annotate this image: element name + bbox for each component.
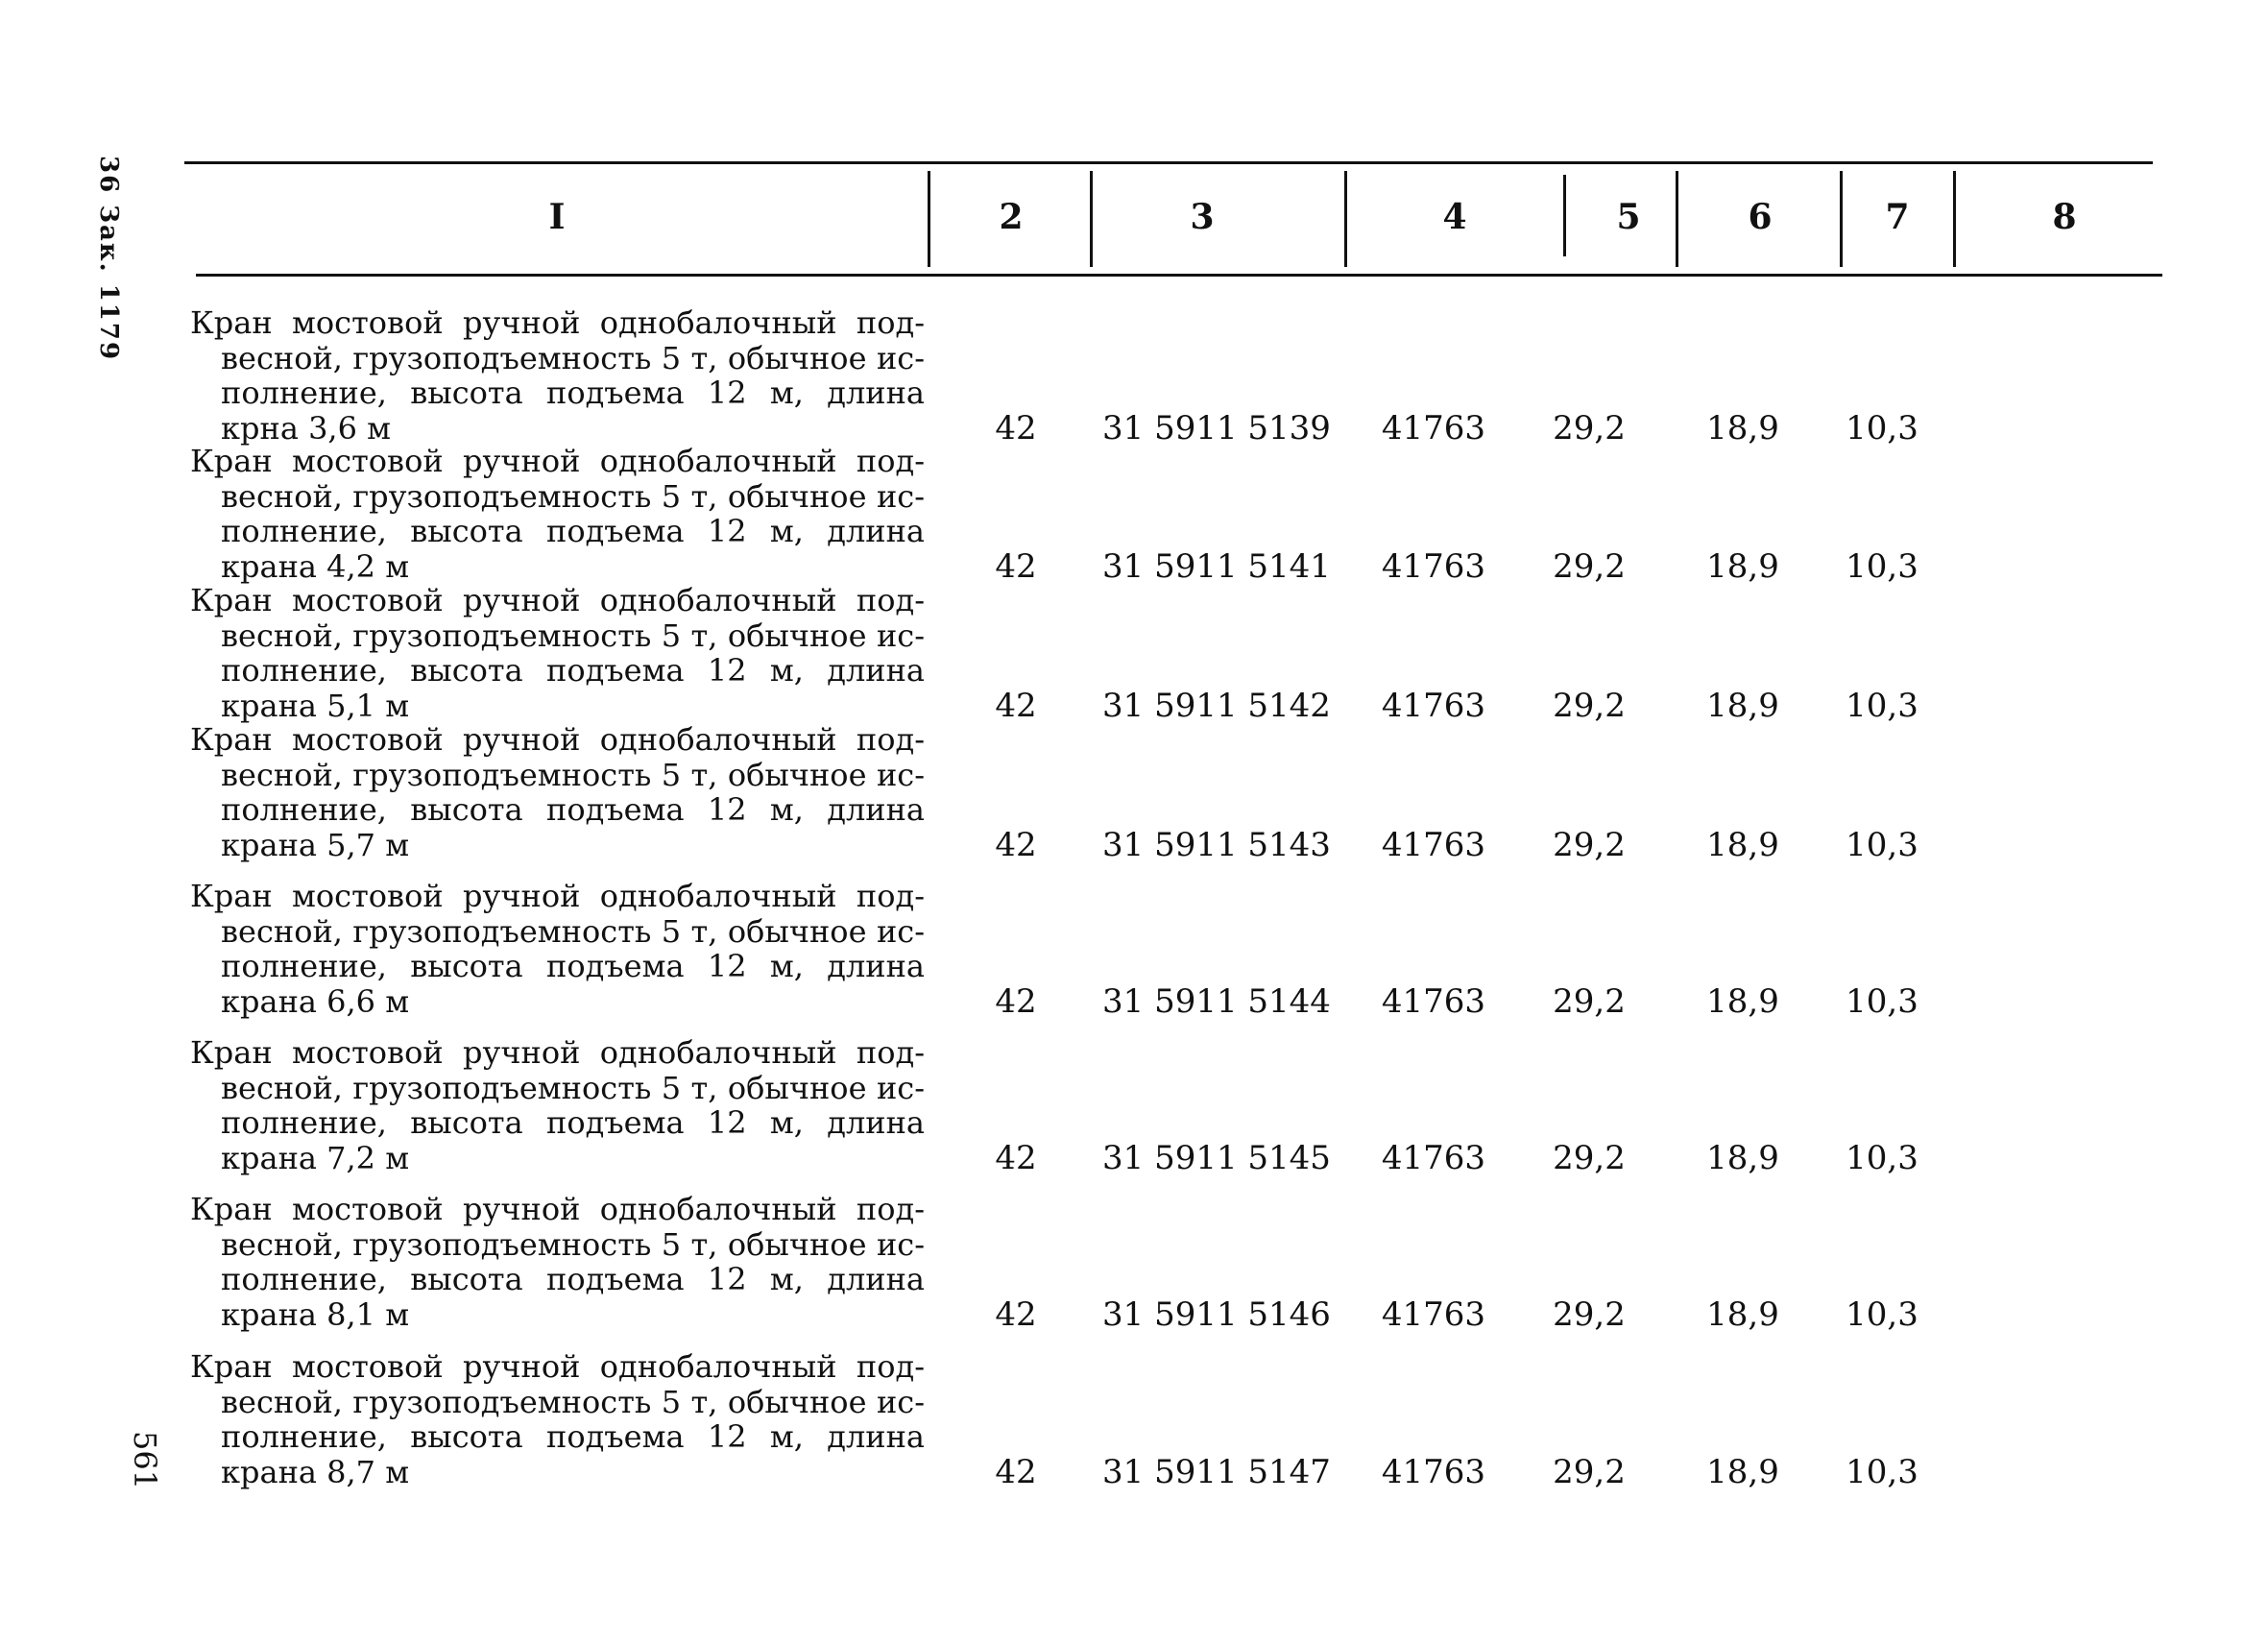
- cell-col-4: 41763: [1381, 982, 1486, 1021]
- cell-col-3: 31 5911 5139: [1102, 409, 1331, 448]
- column-divider: [928, 171, 930, 267]
- column-header-8: 8: [2052, 197, 2077, 237]
- cell-col-6: 18,9: [1706, 1295, 1779, 1334]
- description-line: полнение, высота подъема 12 м, длина: [221, 513, 925, 549]
- cell-col-6: 18,9: [1706, 982, 1779, 1021]
- table-row: [0, 1035, 2268, 1175]
- cell-col-5: 29,2: [1553, 1139, 1626, 1177]
- table-row: [0, 1192, 2268, 1332]
- column-header-4: 4: [1442, 197, 1467, 237]
- table-row: [0, 583, 2268, 723]
- description-line: крана 8,1 м: [221, 1295, 410, 1333]
- item-description: [190, 879, 925, 1019]
- cell-col-2: 42: [995, 1295, 1037, 1334]
- description-line: полнение, высота подъема 12 м, длина: [221, 1104, 925, 1141]
- description-line: полнение, высота подъема 12 м, длина: [221, 375, 925, 411]
- item-description: [190, 722, 925, 862]
- table-top-rule: [184, 161, 2153, 164]
- column-header-7: 7: [1885, 197, 1910, 237]
- header-bottom-rule: [196, 274, 2162, 277]
- table-row: [0, 305, 2268, 446]
- description-line: полнение, высота подъема 12 м, длина: [221, 791, 925, 828]
- cell-col-3: 31 5911 5144: [1102, 982, 1331, 1021]
- cell-col-4: 41763: [1381, 409, 1486, 448]
- cell-col-3: 31 5911 5143: [1102, 826, 1331, 864]
- table-row: [0, 444, 2268, 584]
- description-line: полнение, высота подъема 12 м, длина: [221, 1418, 925, 1455]
- item-description: [190, 1035, 925, 1175]
- cell-col-7: 10,3: [1846, 687, 1918, 725]
- description-line: весной, грузоподъемность 5 т, обычное ис-: [221, 477, 925, 515]
- cell-col-4: 41763: [1381, 1139, 1486, 1177]
- cell-col-5: 29,2: [1553, 409, 1626, 448]
- description-line: крана 5,1 м: [221, 687, 410, 724]
- description-line: весной, грузоподъемность 5 т, обычное ис-: [221, 1225, 925, 1263]
- item-description: [190, 444, 925, 584]
- description-line: Кран мостовой ручной однобалочный под-: [190, 721, 925, 758]
- cell-col-5: 29,2: [1553, 547, 1626, 586]
- item-description: [190, 583, 925, 723]
- cell-col-7: 10,3: [1846, 826, 1918, 864]
- cell-col-7: 10,3: [1846, 409, 1918, 448]
- cell-col-5: 29,2: [1553, 982, 1626, 1021]
- cell-col-7: 10,3: [1846, 547, 1918, 586]
- cell-col-5: 29,2: [1553, 1295, 1626, 1334]
- cell-col-2: 42: [995, 982, 1037, 1021]
- description-line: крана 7,2 м: [221, 1139, 410, 1176]
- cell-col-7: 10,3: [1846, 1139, 1918, 1177]
- cell-col-6: 18,9: [1706, 547, 1779, 586]
- table-row: [0, 879, 2268, 1019]
- description-line: Кран мостовой ручной однобалочный под-: [190, 878, 925, 914]
- cell-col-3: 31 5911 5145: [1102, 1139, 1331, 1177]
- cell-col-3: 31 5911 5146: [1102, 1295, 1331, 1334]
- cell-col-7: 10,3: [1846, 1295, 1918, 1334]
- cell-col-3: 31 5911 5141: [1102, 547, 1331, 586]
- description-line: Кран мостовой ручной однобалочный под-: [190, 582, 925, 618]
- cell-col-2: 42: [995, 409, 1037, 448]
- cell-col-5: 29,2: [1553, 826, 1626, 864]
- description-line: крана 4,2 м: [221, 547, 410, 585]
- cell-col-4: 41763: [1381, 687, 1486, 725]
- description-line: весной, грузоподъемность 5 т, обычное ис-: [221, 756, 925, 793]
- cell-col-7: 10,3: [1846, 982, 1918, 1021]
- cell-col-3: 31 5911 5147: [1102, 1453, 1331, 1491]
- description-line: Кран мостовой ручной однобалочный под-: [190, 1034, 925, 1071]
- column-header-1: I: [548, 197, 566, 237]
- cell-col-2: 42: [995, 1453, 1037, 1491]
- column-divider: [1563, 175, 1566, 256]
- cell-col-4: 41763: [1381, 1295, 1486, 1334]
- cell-col-4: 41763: [1381, 826, 1486, 864]
- description-line: полнение, высота подъема 12 м, длина: [221, 1261, 925, 1297]
- cell-col-4: 41763: [1381, 547, 1486, 586]
- description-line: Кран мостовой ручной однобалочный под-: [190, 1348, 925, 1385]
- column-header-6: 6: [1748, 197, 1773, 237]
- cell-col-6: 18,9: [1706, 409, 1779, 448]
- cell-col-6: 18,9: [1706, 687, 1779, 725]
- page-number: 561: [127, 1431, 163, 1490]
- description-line: Кран мостовой ручной однобалочный под-: [190, 443, 925, 479]
- cell-col-5: 29,2: [1553, 687, 1626, 725]
- cell-col-2: 42: [995, 1139, 1037, 1177]
- cell-col-2: 42: [995, 547, 1037, 586]
- column-header-5: 5: [1616, 197, 1641, 237]
- description-line: полнение, высота подъема 12 м, длина: [221, 652, 925, 689]
- cell-col-4: 41763: [1381, 1453, 1486, 1491]
- description-line: крна 3,6 м: [221, 409, 392, 447]
- cell-col-6: 18,9: [1706, 1453, 1779, 1491]
- column-header-3: 3: [1190, 197, 1215, 237]
- description-line: крана 8,7 м: [221, 1453, 410, 1490]
- cell-col-6: 18,9: [1706, 826, 1779, 864]
- column-header-2: 2: [999, 197, 1024, 237]
- cell-col-2: 42: [995, 826, 1037, 864]
- cell-col-6: 18,9: [1706, 1139, 1779, 1177]
- description-line: крана 5,7 м: [221, 826, 410, 863]
- column-divider: [1090, 171, 1093, 267]
- cell-col-3: 31 5911 5142: [1102, 687, 1331, 725]
- margin-note: 36 Зак. 1179: [94, 156, 123, 362]
- description-line: крана 6,6 м: [221, 982, 410, 1020]
- table-row: [0, 1349, 2268, 1489]
- cell-col-2: 42: [995, 687, 1037, 725]
- description-line: весной, грузоподъемность 5 т, обычное ис-: [221, 1069, 925, 1106]
- column-divider: [1344, 171, 1347, 267]
- description-line: полнение, высота подъема 12 м, длина: [221, 948, 925, 984]
- description-line: Кран мостовой ручной однобалочный под-: [190, 1191, 925, 1227]
- item-description: [190, 305, 925, 446]
- cell-col-7: 10,3: [1846, 1453, 1918, 1491]
- description-line: весной, грузоподъемность 5 т, обычное ис-: [221, 617, 925, 654]
- description-line: весной, грузоподъемность 5 т, обычное ис-: [221, 912, 925, 950]
- description-line: весной, грузоподъемность 5 т, обычное ис-: [221, 1383, 925, 1420]
- item-description: [190, 1192, 925, 1332]
- item-description: [190, 1349, 925, 1489]
- description-line: Кран мостовой ручной однобалочный под-: [190, 304, 925, 341]
- description-line: весной, грузоподъемность 5 т, обычное ис-: [221, 339, 925, 376]
- table-row: [0, 722, 2268, 862]
- cell-col-5: 29,2: [1553, 1453, 1626, 1491]
